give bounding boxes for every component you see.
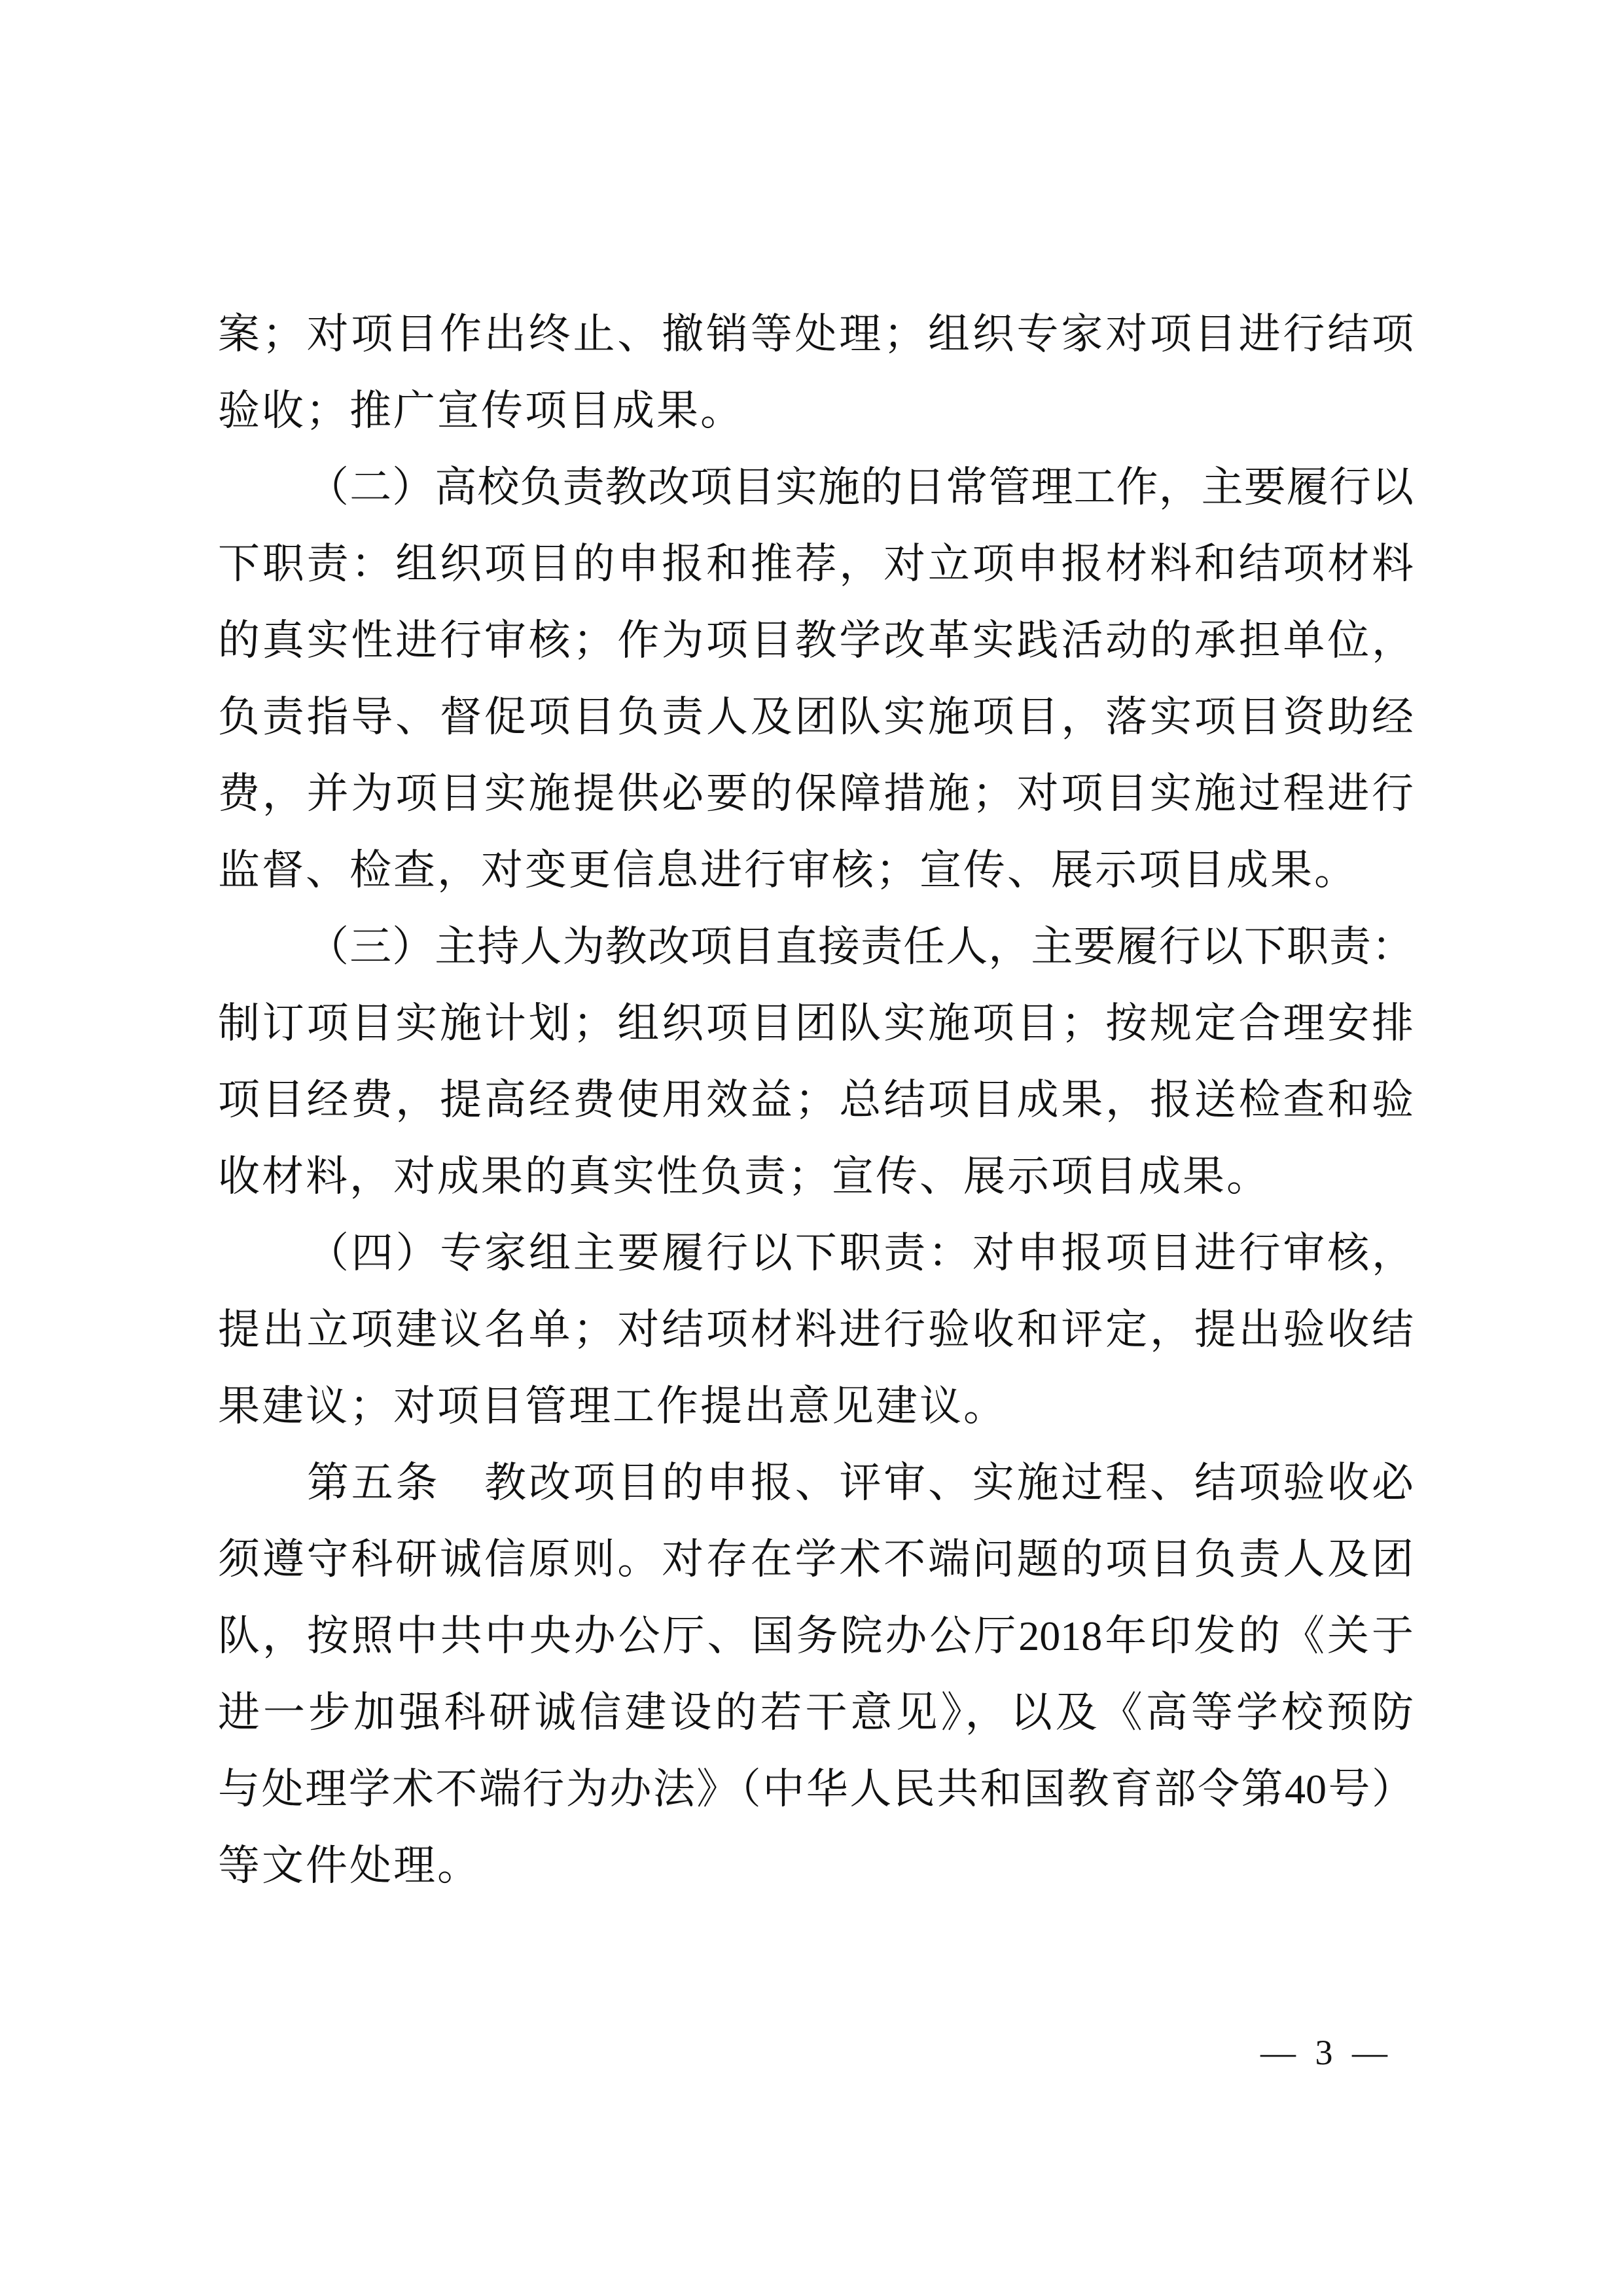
text-line: （四）专家组主要履行以下职责：对申报项目进行审核，	[307, 1230, 1414, 1276]
text-line: 负责指导、督促项目负责人及团队实施项目，落实项目资助经	[218, 694, 1414, 740]
text-line: 收材料，对成果的真实性负责；宣传、展示项目成果。	[218, 1153, 1270, 1200]
text-line: 第五条 教改项目的申报、评审、实施过程、结项验收必	[307, 1460, 1414, 1506]
text-line: 验收；推广宣传项目成果。	[218, 387, 744, 434]
text-line: 案；对项目作出终止、撤销等处理；组织专家对项目进行结项	[218, 311, 1414, 357]
text-line: 下职责：组织项目的申报和推荐，对立项申报材料和结项材料	[218, 541, 1414, 587]
text-line: 提出立项建议名单；对结项材料进行验收和评定，提出验收结	[218, 1306, 1414, 1353]
text-line: 制订项目实施计划；组织项目团队实施项目；按规定合理安排	[218, 1000, 1414, 1047]
text-line: 队，按照中共中央办公厅、国务院办公厅2018年印发的《关于	[218, 1613, 1414, 1659]
text-line: 项目经费，提高经费使用效益；总结项目成果，报送检查和验	[218, 1077, 1414, 1123]
text-line: 须遵守科研诚信原则。对存在学术不端问题的项目负责人及团	[218, 1536, 1414, 1583]
text-line: 监督、检查，对变更信息进行审核；宣传、展示项目成果。	[218, 847, 1358, 893]
text-line: 的真实性进行审核；作为项目教学改革实践活动的承担单位，	[218, 617, 1414, 664]
text-line: 进一步加强科研诚信建设的若干意见》，以及《高等学校预防	[218, 1689, 1414, 1736]
text-line: 果建议；对项目管理工作提出意见建议。	[218, 1383, 1007, 1429]
text-line: 费，并为项目实施提供必要的保障措施；对项目实施过程进行	[218, 770, 1414, 817]
text-line: （二）高校负责教改项目实施的日常管理工作，主要履行以	[307, 464, 1414, 511]
text-line: 与处理学术不端行为办法》（中华人民共和国教育部令第40号）	[218, 1766, 1414, 1812]
text-line: （三）主持人为教改项目直接责任人，主要履行以下职责：	[307, 924, 1414, 970]
page-number: — 3 —	[1260, 2033, 1393, 2072]
text-block	[218, 296, 1414, 1904]
text-line: 等文件处理。	[218, 1842, 481, 1889]
